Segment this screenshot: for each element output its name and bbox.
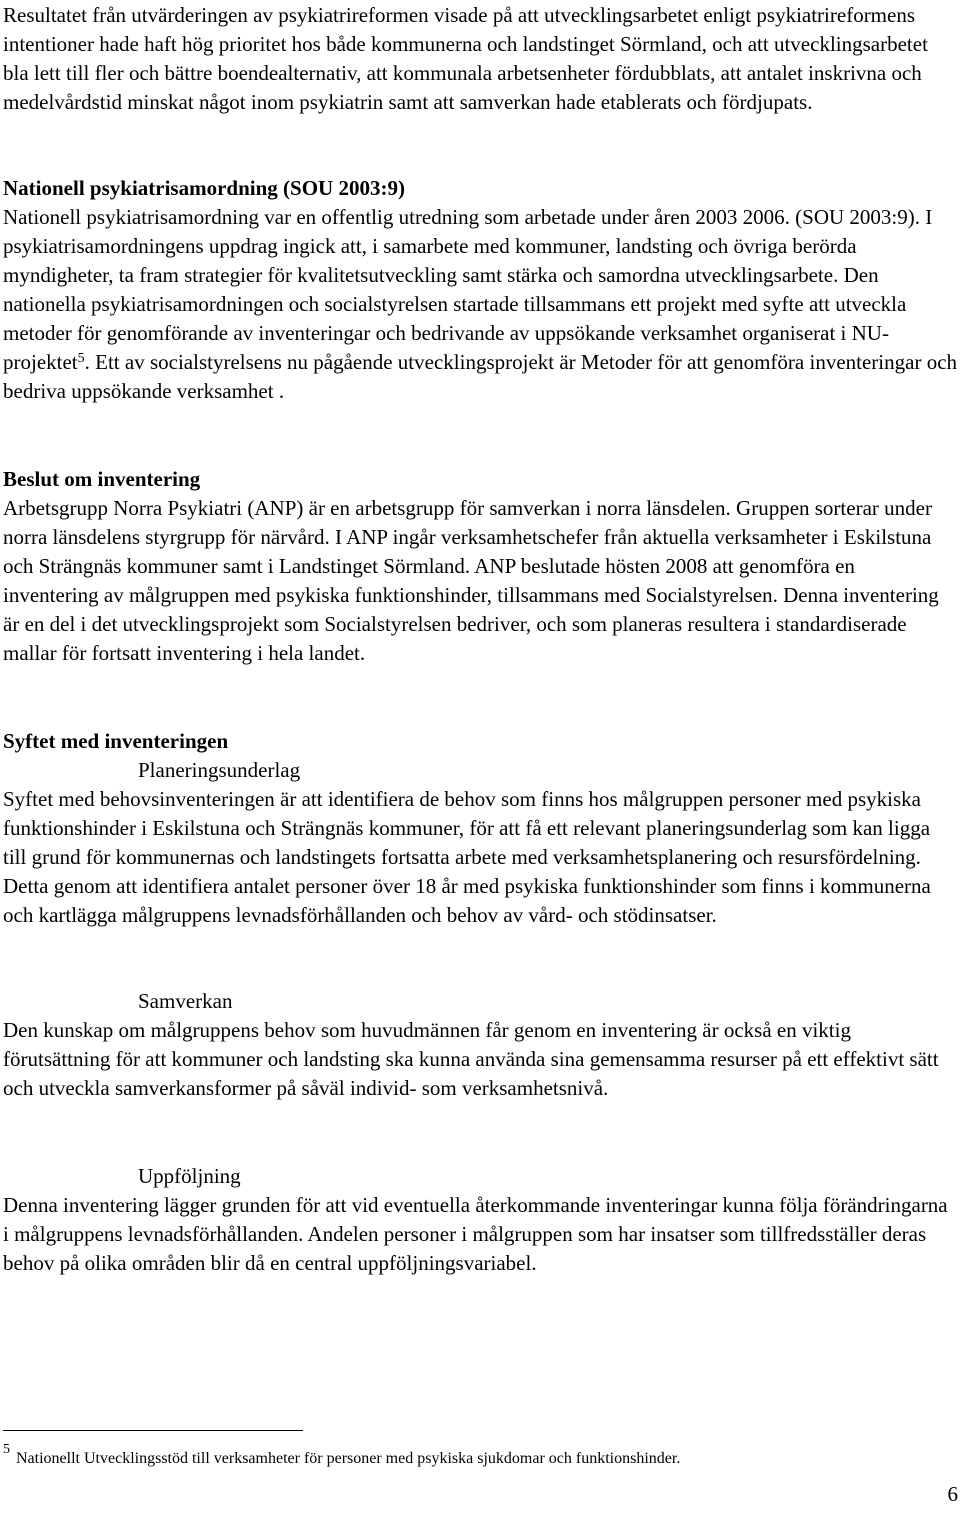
beslut-paragraph: Arbetsgrupp Norra Psykiatri (ANP) är en arbetsgrupp för samverkan i norra länsdelen. Gruppen sorterar under norra länsdelens styrgrupp för närvård. I ANP ingår verksamhetschefer från aktuella verksamheter i Eskilstuna och Strängnäs kommuner samt i Landstinget Sörmland. ANP beslutade hösten 2008 att genomföra en inventering av målgruppen med psykiska funktionshinder, tillsammans med Socialstyrelsen. Denna inventering är en del i det utvecklingsprojekt som Socialstyrelsen bedriver, och som planeras resultera i standardiserade mallar för fortsatt inventering i hela landet.	[3, 496, 939, 665]
footnote-divider	[3, 1430, 303, 1431]
planering-paragraph: Syftet med behovsinventeringen är att identifiera de behov som finns hos målgruppen personer med psykiska funktionshinder i Eskilstuna och Strängnäs kommuner, för att få ett relevant planeringsunderlag som kan ligga till grund för kommunernas och landstingets fortsatta arbete med verksamhetsplanering och resursfördelning. Detta genom att identifiera antalet personer över 18 år med psykiska funktionshinder som finns i kommunerna och kartlägga målgruppens levnadsförhållanden och behov av vård- och stödinsatser.	[3, 787, 931, 927]
footnote-mark: 5	[3, 1442, 10, 1457]
section-heading-sou: Nationell psykiatrisamordning (SOU 2003:9)	[3, 176, 405, 200]
intro-paragraph: Resultatet från utvärderingen av psykiatrireformen visade på att utvecklingsarbetet enligt psykiatrireformens intentioner hade haft hög prioritet hos både kommunerna och landstinget Sörmland, och att utvecklingsarbetet bla lett till fler och bättre boendealternativ, att kommunala arbetsenheter fördubblats, att antalet inskrivna och medelvårdstid minskat något inom psykiatrin samt att samverkan hade etablerats och fördjupats.	[3, 3, 928, 114]
footnote	[3, 1440, 903, 1469]
subheading-planeringsunderlag: Planeringsunderlag	[138, 758, 301, 782]
uppfoljning-paragraph: Denna inventering lägger grunden för att vid eventuella återkommande inventeringar kunna följa förändringarna i målgruppens levnadsförhållanden. Andelen personer i målgruppen som har insatser som tillfredsställer deras behov på olika områden blir då en central uppföljningsvariabel.	[3, 1193, 948, 1275]
sou-text-after-note: . Ett av socialstyrelsens nu pågående utvecklingsprojekt är Metoder för att genomföra inventeringar och bedriva uppsökande verksamhet .	[3, 350, 958, 403]
section-heading-syfte: Syftet med inventeringen	[3, 729, 229, 753]
page-number: 6	[947, 1482, 958, 1506]
section-heading-beslut: Beslut om inventering	[3, 467, 201, 491]
subheading-uppfoljning: Uppföljning	[138, 1164, 241, 1188]
samverkan-paragraph: Den kunskap om målgruppens behov som huvudmännen får genom en inventering är också en viktig förutsättning för att kommuner och landsting ska kunna använda sina gemensamma resurser på ett effektivt sätt och utveckla samverkansformer på såväl individ- som verksamhetsnivå.	[3, 1018, 939, 1100]
sou-paragraph	[3, 203, 958, 406]
footnote-reference: 5	[77, 351, 85, 366]
footnote-text: Nationellt Utvecklingsstöd till verksamheter för personer med psykiska sjukdomar och funktionshinder.	[16, 1450, 681, 1467]
sou-text-before-note: Nationell psykiatrisamordning var en offentlig utredning som arbetade under åren 2003 2006. (SOU 2003:9). I psykiatrisamordningens uppdrag ingick att, i samarbete med kommuner, landsting och övriga berörda myndigheter, ta fram strategier för kvalitetsutveckling samt stärka och samordna utvecklingsarbete. Den nationella psykiatrisamordningen och socialstyrelsen startade tillsammans ett projekt med syfte att utveckla metoder för genomförande av inventeringar och bedrivande av uppsökande verksamhet organiserat i NU-projektet	[3, 205, 933, 374]
subheading-samverkan: Samverkan	[138, 989, 233, 1013]
